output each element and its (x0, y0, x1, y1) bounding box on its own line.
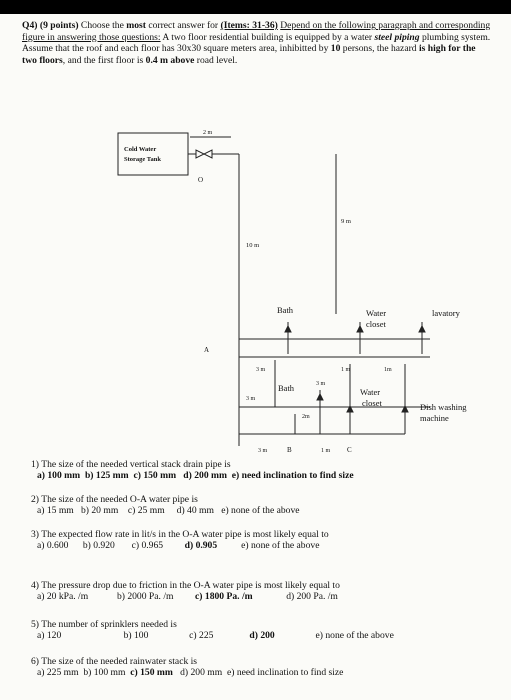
intro-text-5: persons, the hazard (340, 43, 419, 55)
intro-text-3: A two floor residential building is equipped by a water (160, 31, 375, 43)
question-5 (31, 619, 491, 641)
option-6d[interactable]: d) 200 mm (180, 667, 223, 679)
option-3d[interactable]: d) 0.905 (184, 540, 218, 552)
point-O: O (198, 176, 204, 184)
option-1b[interactable]: b) 125 mm (84, 470, 129, 482)
question-1-stem: 1) The size of the needed vertical stack drain pipe is (31, 459, 231, 470)
option-3a[interactable]: a) 0.600 (37, 540, 69, 552)
upper-wc-arrow (357, 326, 363, 332)
option-1e[interactable]: e) need inclination to find size (231, 470, 354, 482)
option-1c[interactable]: c) 150 mm (133, 470, 177, 482)
items-range: (Items: 31-36) (220, 20, 278, 31)
question-3-options (31, 540, 491, 551)
most-word: most (126, 20, 146, 31)
dim-3m-a: 3 m (256, 367, 266, 373)
question-4 (31, 580, 491, 602)
question-5-options (31, 630, 491, 641)
lower-bath-label: Bath (278, 383, 295, 393)
option-3c[interactable]: c) 0.965 (131, 540, 164, 552)
lower-wc-label-2: closet (362, 398, 382, 408)
option-3e[interactable]: e) none of the above (241, 540, 320, 552)
upper-wc-label-1: Water (366, 308, 387, 318)
point-B: B (287, 446, 292, 454)
dim-3m-d: 3 m (258, 448, 268, 454)
upper-bath-label: Bath (277, 305, 294, 315)
upper-bath-arrow (285, 326, 291, 332)
intro-text-2: correct answer for (145, 20, 221, 31)
above-phrase: 0.4 m above (145, 54, 195, 66)
tank-label-2: Storage Tank (124, 156, 162, 163)
option-4b[interactable]: b) 2000 Pa. /m (116, 591, 174, 603)
gate-valve-icon (196, 150, 204, 158)
dim-2m-top: 2 m (203, 130, 213, 136)
option-1a[interactable]: a) 100 mm (37, 470, 81, 482)
intro-text-4: plumbing system. Assume that the roof and each floor has 30x30 square meters area, inhibitted by (22, 31, 491, 55)
hazard-phrase: is high for the two floors (22, 43, 476, 66)
option-4c[interactable]: c) 1800 Pa. /m (195, 591, 253, 603)
dim-2m-mid: 2m (302, 414, 310, 420)
dim-1m-a: 1 m (341, 367, 351, 373)
question-label: Q4) (22, 20, 38, 31)
option-5b[interactable]: b) 100 (123, 630, 149, 642)
question-1-options (31, 470, 491, 481)
points-label: (9 points) (39, 20, 79, 31)
lavatory-label: lavatory (432, 308, 460, 318)
dim-3m-b: 3 m (316, 381, 326, 387)
lower-bath-arrow (317, 394, 323, 400)
option-2d[interactable]: d) 40 mm (176, 505, 214, 517)
dim-10m: 10 m (246, 242, 260, 249)
dish-label-2: machine (420, 413, 449, 423)
upper-wc-label-2: closet (366, 319, 386, 329)
question-6 (31, 656, 491, 678)
intro-text-7: road level. (194, 54, 238, 66)
depend-instruction: Depend on the following paragraph and corresponding figure in answering those questions: (22, 20, 491, 43)
question-2 (31, 494, 491, 516)
option-6a[interactable]: a) 225 mm (37, 667, 79, 679)
option-1d[interactable]: d) 200 mm (183, 470, 227, 482)
option-6c[interactable]: c) 150 mm (130, 667, 173, 679)
option-4a[interactable]: a) 20 kPa. /m (37, 591, 89, 603)
option-2b[interactable]: b) 20 mm (80, 505, 119, 517)
point-A: A (204, 346, 210, 354)
intro-text-6: , and the first floor is (62, 54, 146, 66)
dish-label-1: Dish washing (420, 402, 467, 412)
option-2a[interactable]: a) 15 mm (37, 505, 74, 517)
question-2-options (31, 505, 491, 516)
option-6e[interactable]: e) need inclination to find size (227, 667, 344, 679)
dim-1m-c: 1 m (321, 448, 331, 454)
option-5a[interactable]: a) 120 (37, 630, 62, 642)
question-6-options (31, 667, 491, 678)
option-5c[interactable]: c) 225 (189, 630, 214, 642)
tank-label-1: Cold Water (124, 146, 157, 153)
exam-sheet (0, 14, 511, 700)
cold-water-tank (118, 133, 188, 175)
option-2e[interactable]: e) none of the above (221, 505, 300, 517)
intro-text-1: Choose the (78, 20, 127, 31)
persons-count: 10 (330, 43, 341, 55)
lavatory-arrow (419, 326, 425, 332)
point-C: C (347, 446, 352, 454)
dim-3m-c: 3 m (246, 396, 256, 402)
question-6-stem: 6) The size of the needed rainwater stack is (31, 656, 198, 667)
question-4-options (31, 591, 491, 602)
question-4-stem: 4) The pressure drop due to friction in the O-A water pipe is most likely equal to (31, 580, 340, 591)
question-5-stem: 5) The number of sprinklers needed is (31, 619, 177, 630)
gate-valve-icon-2 (204, 150, 212, 158)
option-3b[interactable]: b) 0.920 (82, 540, 115, 552)
option-5e[interactable]: e) none of the above (315, 630, 394, 642)
question-1 (31, 459, 491, 481)
option-4d[interactable]: d) 200 Pa. /m (286, 591, 338, 603)
dim-1m-b: 1m (384, 367, 392, 373)
steel-piping: steel piping (374, 31, 420, 43)
lower-wc-label-1: Water (360, 387, 381, 397)
question-3-stem: 3) The expected flow rate in lit/s in the O-A water pipe is most likely equal to (31, 529, 329, 540)
option-2c[interactable]: c) 25 mm (127, 505, 165, 517)
option-5d[interactable]: d) 200 (249, 630, 275, 642)
question-3 (31, 529, 491, 551)
option-6b[interactable]: b) 100 mm (83, 667, 126, 679)
question-2-stem: 2) The size of the needed O-A water pipe is (31, 494, 198, 505)
dim-9m: 9 m (341, 218, 351, 225)
